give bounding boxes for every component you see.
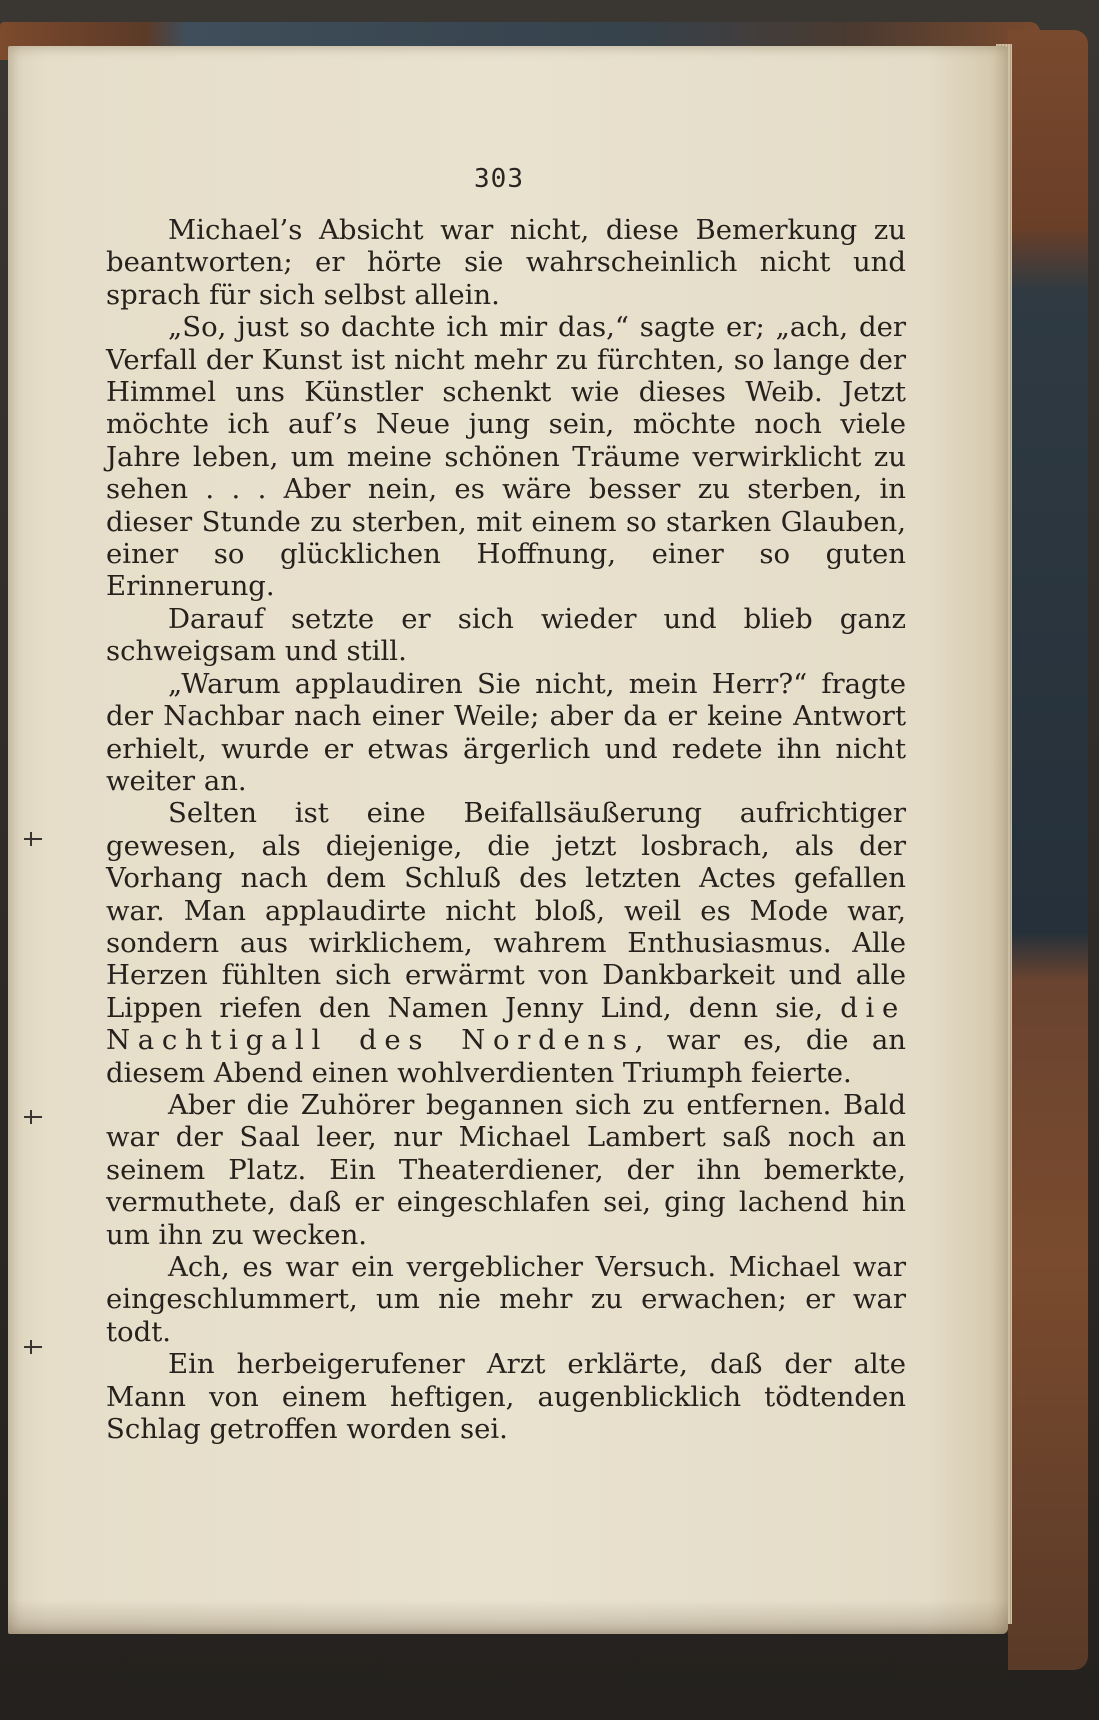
margin-mark [24, 1116, 42, 1118]
text-segment: „Warum applaudiren Sie nicht, mein Herr?“ fragte der Nachbar nach einer Weile; aber da er keine Antwort erhielt, wurde er etwas ärgerlich und redete ihn nicht weiter an. [106, 667, 906, 797]
text-segment: Michael’s Absicht war nicht, diese Bemerkung zu beantworten; er hörte sie wahrscheinlich nicht und sprach für sich selbst allein. [106, 214, 906, 311]
paragraph [106, 1089, 906, 1251]
page-text [106, 214, 906, 1445]
paragraph [106, 1251, 906, 1348]
text-segment: Ach, es war ein vergeblicher Versuch. Michael war eingeschlummert, um nie mehr zu erwachen; er war todt. [106, 1251, 906, 1348]
page-number: 303 [474, 164, 524, 194]
margin-mark [24, 838, 42, 840]
text-segment: , war es, die an diesem Abend einen wohlverdienten Triumph feierte. [106, 1024, 906, 1089]
text-segment: „So, just so dachte ich mir das,“ sagte er; „ach, der Verfall der Kunst ist nicht mehr zu fürchten, so lange der Himmel uns Künstler schenkt wie dieses Weib. Jetzt möchte ich auf’s Neue jung sein, möchte noch viele Jahre leben, um meine schönen Träume verwirklicht zu sehen . . . Aber nein, es wäre besser zu sterben, in dieser Stunde zu sterben, mit einem so starken Glauben, einer so glücklichen Hoffnung, einer so guten Erinnerung. [106, 311, 906, 603]
book-cover-right [1008, 30, 1088, 1670]
text-segment: Aber die Zuhörer begannen sich zu entfernen. Bald war der Saal leer, nur Michael Lambert saß noch an seinem Platz. Ein Theaterdiener, der ihn bemerkte, vermuthete, daß er eingeschlafen sei, ging lachend hin um ihn zu wecken. [106, 1088, 906, 1251]
paragraph [106, 214, 906, 311]
paragraph [106, 797, 906, 1089]
text-segment: Darauf setzte er sich wieder und blieb ganz schweigsam und still. [106, 602, 906, 668]
book-page [8, 46, 1008, 1634]
margin-mark [24, 1346, 42, 1348]
text-segment: Selten ist eine Beifallsäußerung aufrichtiger gewesen, als diejenige, die jetzt losbrach, als der Vorhang nach dem Schluß des letzten Actes gefallen war. Man applaudirte nicht bloß, weil es Mode war, sondern aus wirklichem, wahrem Enthusiasmus. Alle Herzen fühlten sich erwärmt von Dankbarkeit und alle Lippen riefen den Namen Jenny Lind, denn sie, [106, 797, 906, 1024]
paragraph [106, 668, 906, 798]
spaced-emphasis: die Nachtigall des Nordens [106, 991, 906, 1057]
paragraph [106, 603, 906, 668]
paragraph [106, 1348, 906, 1445]
paragraph [106, 311, 906, 603]
text-segment: Ein herbeigerufener Arzt erklärte, daß der alte Mann von einem heftigen, augenblicklich tödtenden Schlag getroffen worden sei. [106, 1348, 906, 1446]
